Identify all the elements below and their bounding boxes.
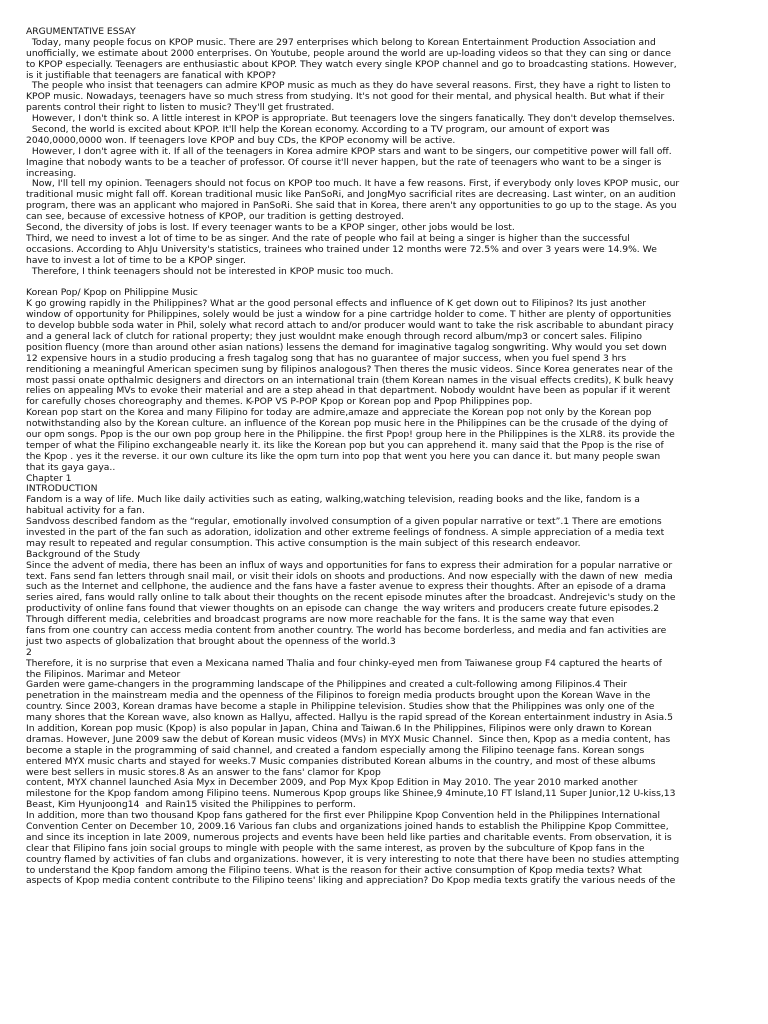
text-line: occasions. According to AhJu University's statistics, trainees who trained under 12 months were 72.5% and over 3 years were 14.9%. We [26,244,657,255]
text-line: 2 [26,647,32,658]
text-line: traditional music might fall off. Korean traditional music like PanSoRi, and JongMyo sacrificial rites are decreasing. Last winter, on an audition [26,190,676,201]
text-line: productivity of online fans found that viewer thoughts on an episode can change the way writers and producers create future episodes.2 [26,604,660,615]
text-line: country. Since 2003, Korean dramas have become a staple in Philippine television. Studies show that the Philippines was only one of the [26,702,655,713]
text-line: country flamed by activities of fan clubs and organizations. however, it is very interesting to note that there have been no studies attempting [26,854,680,865]
text-line: Sandvoss described fandom as the “regular, emotionally involved consumption of a given popular narrative or text”.1 There are emotions [26,517,662,528]
text-line: invested in the part of the fan such as adoration, idolization and other extreme feelings of fondness. A simple appreciation of a media text [26,527,665,538]
text-line: Korean Pop/ Kpop on Philippine Music [26,288,198,299]
text-line: have to invest a lot of time to be a KPOP singer. [26,255,246,266]
text-line: the Kpop . yes it the reverse. it our own culture its like the opm turn into pop that went you here you can dance it. but many people swan [26,451,661,462]
text-line: parents control their right to listen to music? They'll get frustrated. [26,103,335,114]
text-line: Therefore, it is no surprise that even a Mexicana named Thalia and four chinky-eyed men from Taiwanese group F4 captured the hearts of [26,658,662,669]
text-line: However, I don't think so. A little interest in KPOP is appropriate. But teenagers love the singers fanatically. They don't develop themselves. [26,114,675,125]
text-line: program, there was an applicant who majored in PanSoRi. She said that in Korea, there aren't any opportunities to go up to the stage. As you [26,201,677,212]
text-line: become a staple in the programming of said channel, and created a fandom especially among the Filipino teenage fans. Korean songs [26,745,645,756]
text-line: Second, the diversity of jobs is lost. If every teenager wants to be a KPOP singer, other jobs would be lost. [26,223,515,234]
text-line: and a general lack of clutch for rational property; they just wouldnt make enough through record album/mp3 or concert sales. Filipino [26,331,643,342]
text-line: temper of what the Filipino exchangeable nearly it. its like the Korean pop but you can apprehend it. many said that the Ppop is the rise of [26,440,664,451]
text-line: aspects of Kpop media content contribute to the Filipino teens' liking and appreciation? Do Kpop media texts gratify the various needs of the [26,876,676,887]
text-line: and since its inception in late 2009, numerous projects and events have been held like parties and charitable events. From observation, it is [26,832,672,843]
text-line: ARGUMENTATIVE ESSAY [26,27,136,37]
text-line: clear that Filipino fans join social groups to mingle with people with the same interest, as proven by the subculture of Kpop fans in the [26,843,645,854]
text-line: Since the advent of media, there has been an influx of ways and opportunities for fans to express their admiration for a popular narrative or [26,560,673,571]
text-line: INTRODUCTION [26,484,98,495]
text-line: to understand the Kpop fandom among the Filipino teens. What is the reason for their active consumption of Kpop media texts? What [26,865,642,876]
document-page [26,27,746,887]
text-line: most passi onate opthalmic designers and directors on an international train (them Korean names in the visual effects credits), K bulk heavy [26,375,674,386]
text-line: K go growing rapidly in the Philippines? What ar the good personal effects and influence of K get down out to Filipinos? Its just another [26,299,647,310]
text-line: In addition, more than two thousand Kpop fans gathered for the first ever Philippine Kpop Convention held in the Philippines International [26,811,661,822]
text-line: Third, we need to invest a lot of time to be as singer. And the rate of people who fail at being a singer is higher than the successful [26,233,630,244]
text-line: to KPOP especially. Teenagers are enthusiastic about KPOP. They watch every single KPOP channel and go to broadcasting stations. However, [26,59,677,70]
text-line: Now, I'll tell my opinion. Teenagers should not focus on KPOP too much. It have a few reasons. First, if everybody only loves KPOP music, our [26,179,680,190]
text-line: were best sellers in music stores.8 As an answer to the fans' clamor for Kpop [26,767,381,778]
text-line: window of opportunity for Philippines, solely would be just a window for a pine cartridge holder to come. T hither are plenty of opportunities [26,310,672,321]
text-line: can see, because of excessive hotness of KPOP, our tradition is getting destroyed. [26,212,405,223]
text-line: many shores that the Korean wave, also known as Hallyu, affected. Hallyu is the rapid spread of the Korean entertainment industry in Asia.5 [26,713,673,724]
text-line: series aired, fans would rally online to talk about their thoughts on the recent episode minutes after the broadcast. Andrejevic's study on the [26,593,676,604]
text-line: Fandom is a way of life. Much like daily activities such as eating, walking,watching television, reading books and the like, fandom is a [26,495,640,506]
text-line: unofficially, we estimate about 2000 enterprises. On Youtube, people around the world are up-loading videos so that they can sing or dance [26,48,672,59]
text-line: is it justifiable that teenagers are fanatical with KPOP? [26,70,276,81]
text-line: Chapter 1 [26,473,72,484]
text-line: Convention Center on December 10, 2009.16 Various fan clubs and organizations joined hands to establish the Philippine Kpop Committee, [26,822,669,833]
text-line: position fluency (more than around other asian nations) lessens the demand for imaginative tagalog songwriting. Why would you set down [26,342,667,353]
text-line: milestone for the Kpop fandom among Filipino teens. Numerous Kpop groups like Shinee,9 4minute,10 FT Island,11 Super Junior,12 U-kiss,13 [26,789,676,800]
text-line: relies on appealing MVs to evoke their material and are a step ahead in that department. Nobody wouldnt have been as popular if it werent [26,386,671,397]
text-line: the Filipinos. Marimar and Meteor [26,669,181,680]
text-line: Imagine that nobody wants to be a teacher of professor. Of course it'll never happen, but the rate of teenagers who want to be a singer is [26,157,662,168]
text-line: Beast, Kim Hyunjoong14 and Rain15 visited the Philippines to perform. [26,800,356,811]
text-line: may result to repeated and regular consumption. This active consumption is the main subject of this research endeavor. [26,538,581,549]
text-line: dramas. However, June 2009 saw the debut of Korean music videos (MVs) in MYX Music Channel. Since then, Kpop as a media content, has [26,734,671,745]
text-line: Second, the world is excited about KPOP. It'll help the Korean economy. According to a TV program, our amount of export was [26,125,610,136]
text-line: KPOP music. Nowadays, teenagers have so much stress from studying. It's not good for their mental, and physical health. But what if their [26,92,665,103]
text-line: that its gaya gaya.. [26,462,116,473]
text-line: our opm songs. Ppop is the our own pop group here in the Philippine. the first Ppop! group here in the Philippines is the XLR8. its provide the [26,429,675,440]
text-line: Korean pop start on the Korea and many Filipino for today are admire,amaze and appreciate the Korean pop not only by the Korean pop [26,408,652,419]
text-line: increasing. [26,168,77,179]
text-line: content, MYX channel launched Asia Myx in December 2009, and Pop Myx Kpop Edition in May 2010. The year 2010 marked another [26,778,638,789]
text-line: 12 expensive hours in a studio producing a fresh tagalog song that has no guarantee of major success, when you fuel spend 3 hrs [26,353,627,364]
text-line: notwithstanding also by the Korean culture. an influence of the Korean pop music here in the Philippines can be the crusade of the dying of [26,419,668,430]
text-line: Garden were game-changers in the programming landscape of the Philippines and created a cult-following among Filipinos.4 Their [26,680,628,691]
text-line: fans from one country can access media content from another country. The world has become borderless, and media and fan activities are [26,625,667,636]
text-line: Today, many people focus on KPOP music. There are 297 enterprises which belong to Korean Entertainment Production Association and [26,37,656,48]
text-line: renditioning a meaningful American specimen sung by filipinos analogous? Then theres the music videos. Since Korea generates near of the [26,364,673,375]
text-line: such as the Internet and cellphone, the audience and the fans have a faster avenue to express their thoughts. After an episode of a drama [26,582,666,593]
text-line: text. Fans send fan letters through snail mail, or visit their idols on shoots and productions. And now especially with the dawn of new media [26,571,673,582]
text-line: The people who insist that teenagers can admire KPOP music as much as they do have several reasons. First, they have a right to listen to [26,81,671,92]
text-line: penetration in the mainstream media and the openness of the Filipinos to foreign media products brought upon the Korean Wave in the [26,691,651,702]
text-line: In addition, Korean pop music (Kpop) is also popular in Japan, China and Taiwan.6 In the Philippines, Filipinos were only drawn to Korean [26,724,652,734]
text-line: to develop bubble soda water in Phil, solely what record attach to and/or producer would want to take the risk ascribable to abundant piracy [26,321,674,332]
text-line: for carefully choses choreography and themes. K-POP VS P-POP Kpop or Korean pop and Ppop Philippines pop. [26,397,533,408]
text-line: Background of the Study [26,549,141,560]
text-line: However, I don't agree with it. If all of the teenagers in Korea admire KPOP stars and want to be singers, our competitive power will fall off. [26,146,672,157]
text-line: 2040,0000,0000 won. If teenagers love KPOP and buy CDs, the KPOP economy will be active. [26,135,456,146]
text-line: Therefore, I think teenagers should not be interested in KPOP music too much. [26,266,394,277]
text-line: entered MYX music charts and stayed for weeks.7 Music companies distributed Korean albums in the country, and most of these albums [26,756,656,767]
text-line: habitual activity for a fan. [26,506,145,517]
text-line: Through different media, celebrities and broadcast programs are now more reachable for the fans. It is the same way that even [26,615,615,626]
text-line [26,277,746,288]
text-line: just two aspects of globalization that brought about the openness of the world.3 [26,636,396,647]
